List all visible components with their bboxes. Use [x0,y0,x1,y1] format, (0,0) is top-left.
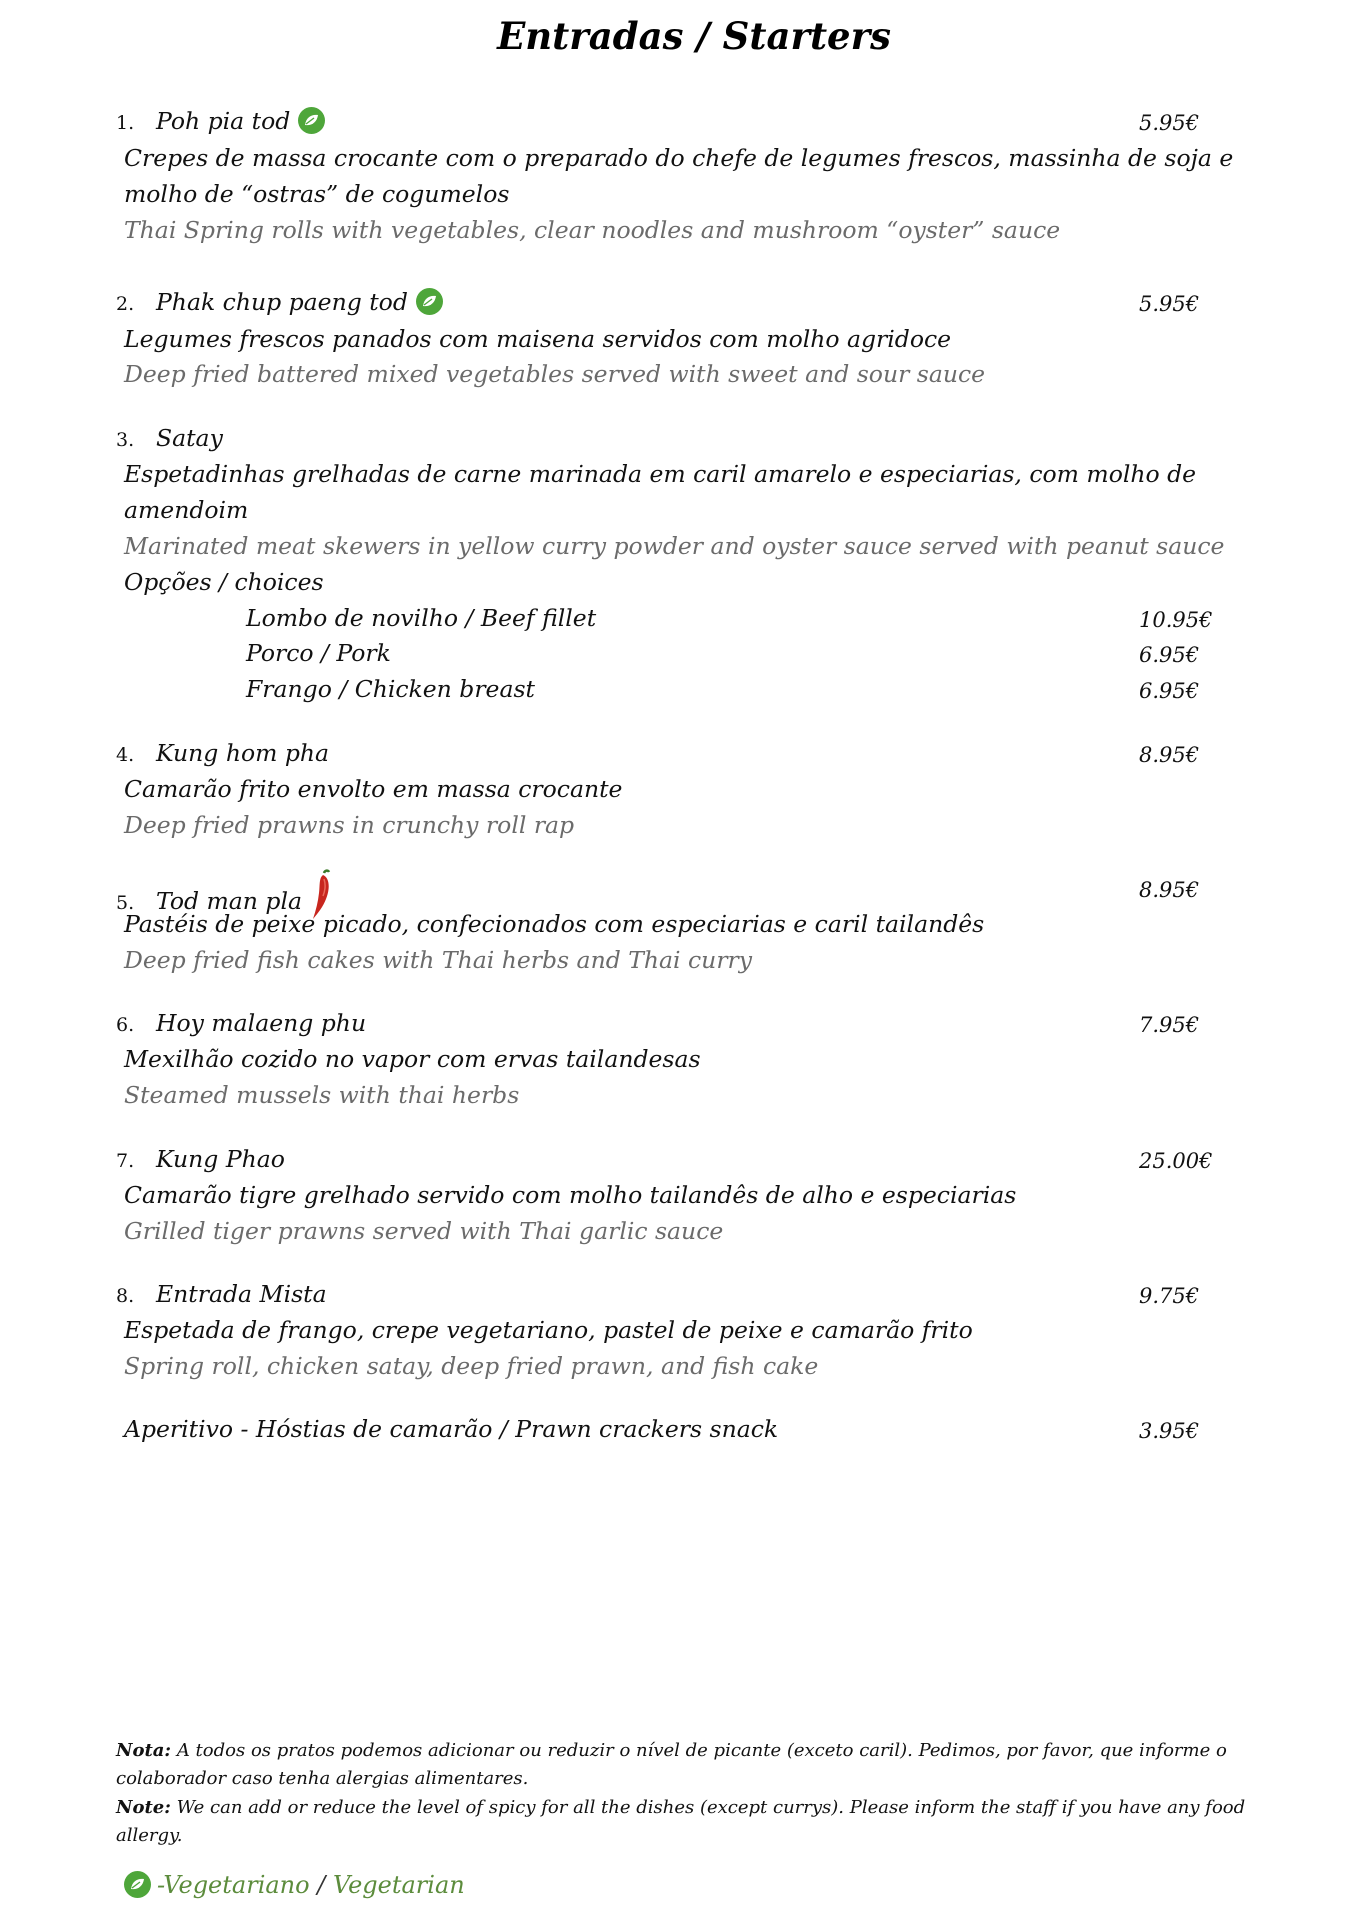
note-en-label: Note: [116,1797,171,1818]
item-number: 3. [116,429,135,451]
item-description-pt: Espetada de frango, crepe vegetariano, pastel de peixe e camarão frito [124,1316,973,1344]
menu-item-4-heading [116,738,329,770]
item-name: Kung Phao [156,1145,285,1173]
item-number: 7. [116,1150,135,1172]
item-description-pt: amendoim [124,496,249,524]
item-description-en: Steamed mussels with thai herbs [124,1081,520,1109]
item-number: 2. [116,293,135,315]
item-name: Phak chup paeng tod [156,288,408,316]
menu-item-2-heading [116,287,443,319]
vegetarian-legend [124,1871,465,1900]
item-description-en: Thai Spring rolls with vegetables, clear noodles and mushroom “oyster” sauce [124,216,1061,244]
option-label: Frango / Chicken breast [246,675,535,703]
item-description-en: Spring roll, chicken satay, deep fried prawn, and fish cake [124,1352,819,1380]
item-price: 9.75€ [1139,1284,1200,1308]
leaf-icon [416,288,443,315]
note-pt-text: A todos os pratos podemos adicionar ou reduzir o nível de picante (exceto caril). Pedimos, por favor, que informe o colaborador caso tenha alergias alimentares. [116,1740,1227,1789]
option-price: 6.95€ [1139,643,1200,667]
option-label: Lombo de novilho / Beef fillet [246,604,597,632]
item-name: Tod man pla [156,887,302,915]
page-title: Entradas / Starters [497,14,891,58]
legend-pt: -Vegetariano [157,1871,310,1899]
option-price: 10.95€ [1139,608,1213,632]
item-name: Kung hom pha [156,739,330,767]
item-description-pt: Pastéis de peixe picado, confecionados com especiarias e caril tailandês [124,910,985,938]
aperitivo-label: Aperitivo - Hóstias de camarão / Prawn crackers snack [124,1415,779,1443]
item-description-pt: Legumes frescos panados com maisena servidos com molho agridoce [124,325,952,353]
item-description-pt: molho de “ostras” de cogumelos [124,180,510,208]
item-description-en: Deep fried fish cakes with Thai herbs and Thai curry [124,946,753,974]
menu-item-7-heading [116,1144,285,1176]
note-en [116,1794,1306,1850]
aperitivo-price: 3.95€ [1139,1419,1200,1443]
option-label: Porco / Pork [246,639,391,667]
menu-item-3-heading [116,423,223,455]
item-description-en: Marinated meat skewers in yellow curry powder and oyster sauce served with peanut sauce [124,532,1225,560]
item-price: 25.00€ [1139,1149,1213,1173]
menu-item-1-heading [116,106,325,138]
item-number: 5. [116,892,135,914]
options-label: Opções / choices [124,568,324,596]
item-name: Poh pia tod [156,107,291,135]
note-pt [116,1737,1306,1793]
item-name: Entrada Mista [156,1280,327,1308]
item-name: Hoy malaeng phu [156,1009,367,1037]
item-price: 5.95€ [1139,292,1200,316]
item-description-pt: Camarão frito envolto em massa crocante [124,775,623,803]
item-number: 4. [116,744,135,766]
item-number: 8. [116,1285,135,1307]
item-name: Satay [156,424,223,452]
item-description-en: Deep fried battered mixed vegetables served with sweet and sour sauce [124,360,986,388]
option-price: 6.95€ [1139,679,1200,703]
note-en-text: We can add or reduce the level of spicy for all the dishes (except currys). Please inform the staff if you have any food allergy. [116,1797,1246,1846]
item-price: 8.95€ [1139,743,1200,767]
item-description-pt: Mexilhão cozido no vapor com ervas tailandesas [124,1045,701,1073]
item-description-en: Grilled tiger prawns served with Thai garlic sauce [124,1217,724,1245]
menu-item-8-heading [116,1279,327,1311]
item-description-en: Deep fried prawns in crunchy roll rap [124,811,575,839]
menu-item-6-heading [116,1008,366,1040]
leaf-icon [298,107,325,134]
item-description-pt: Camarão tigre grelhado servido com molho tailandês de alho e especiarias [124,1181,1017,1209]
leaf-icon [124,1871,151,1898]
item-number: 6. [116,1014,135,1036]
item-description-pt: Crepes de massa crocante com o preparado do chefe de legumes frescos, massinha de soja e [124,144,1234,172]
note-pt-label: Nota: [116,1740,172,1761]
item-description-pt: Espetadinhas grelhadas de carne marinada em caril amarelo e especiarias, com molho de [124,460,1197,488]
item-price: 5.95€ [1139,111,1200,135]
item-number: 1. [116,112,135,134]
item-price: 7.95€ [1139,1013,1200,1037]
item-price: 8.95€ [1139,878,1200,902]
legend-en: Vegetarian [332,1871,465,1899]
legend-separator: / [317,1871,326,1899]
